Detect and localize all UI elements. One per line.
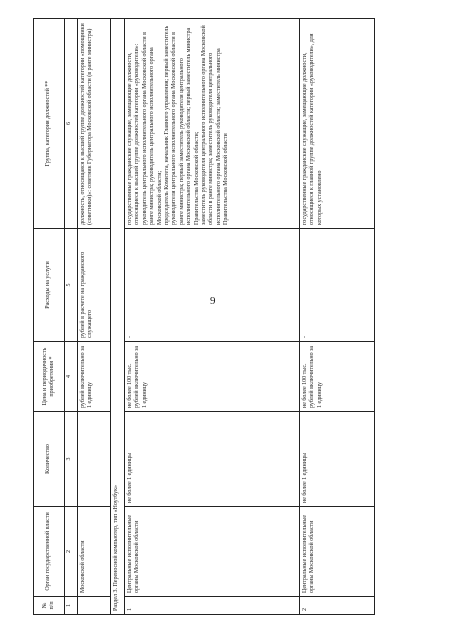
column-number: 6 (65, 19, 78, 229)
header-row (34, 19, 65, 615)
table-row (125, 19, 300, 615)
cell: не более 1 единицы (300, 412, 375, 507)
cell: рублей включительно за 1 единицу (78, 342, 111, 412)
header-cell: № п/п (34, 597, 65, 615)
cell: - (300, 229, 375, 342)
table-row (78, 19, 111, 615)
cell: государственные гражданские служащие, замещающие должности, относящиеся к высшей группе должностей категории «руководители»: руководитель центрального исполнительного органа Московской области в ранге министра; руководитель центрального исполнительного органа Московской области; председатель Комитета, начальник Главного управления; первый заместитель руководителя центрального исполнительного органа Московской области в ранге министра; первый заместитель руководителя центрального исполнительного органа Московской области; первый заместитель министра Правительства Московской области; заместитель руководителя центрального исполнительного органа Московской области в ранге министра; заместитель руководителя центрального исполнительного органа Московской области; заместитель министра Правительства Московской области (125, 19, 300, 229)
section-title: Раздел 3. Переносной компьютер, тип «Ноутбук» (111, 19, 125, 615)
cell: Центральные исполнительные органы Московской области (125, 507, 300, 597)
cell: Московской области (78, 507, 111, 597)
cell: не более 100 тыс. рублей включительно за 1 единицу (125, 342, 300, 412)
header-cell: Орган государственной власти (34, 507, 65, 597)
header-cell: Количество (34, 412, 65, 507)
cell: должность, относящаяся к высшей группе должностей категории «помощники (советники)»: советник Губернатора Московской области (в ранге министра) (78, 19, 111, 229)
page-number: 9 (210, 295, 216, 307)
norms-table (33, 18, 375, 615)
cell: Центральные исполнительные органы Московской области (300, 507, 375, 597)
column-number: 1 (65, 597, 78, 615)
column-number: 3 (65, 412, 78, 507)
table-row (300, 19, 375, 615)
cell (78, 597, 111, 615)
column-number: 5 (65, 229, 78, 342)
header-cell: Расходы на услуги (34, 229, 65, 342)
cell: государственные гражданские служащие, замещающие должности, относящиеся к главной группе должностей категории «руководители», для которых установлено (300, 19, 375, 229)
cell (78, 412, 111, 507)
cell: не более 100 тыс. рублей включительно за 1 единицу (300, 342, 375, 412)
column-number-row (65, 19, 78, 615)
column-number: 4 (65, 342, 78, 412)
column-number: 2 (65, 507, 78, 597)
rotated-table-sheet (33, 19, 433, 615)
cell: рублей в расчете на гражданского служащего (78, 229, 111, 342)
cell: - (125, 229, 300, 342)
header-cell: Цена и периодичность приобретения * (34, 342, 65, 412)
cell: 1 (125, 597, 300, 615)
cell: не более 1 единицы (125, 412, 300, 507)
cell: 2 (300, 597, 375, 615)
section-row (111, 19, 125, 615)
header-cell: Группа, категория должностей ** (34, 19, 65, 229)
